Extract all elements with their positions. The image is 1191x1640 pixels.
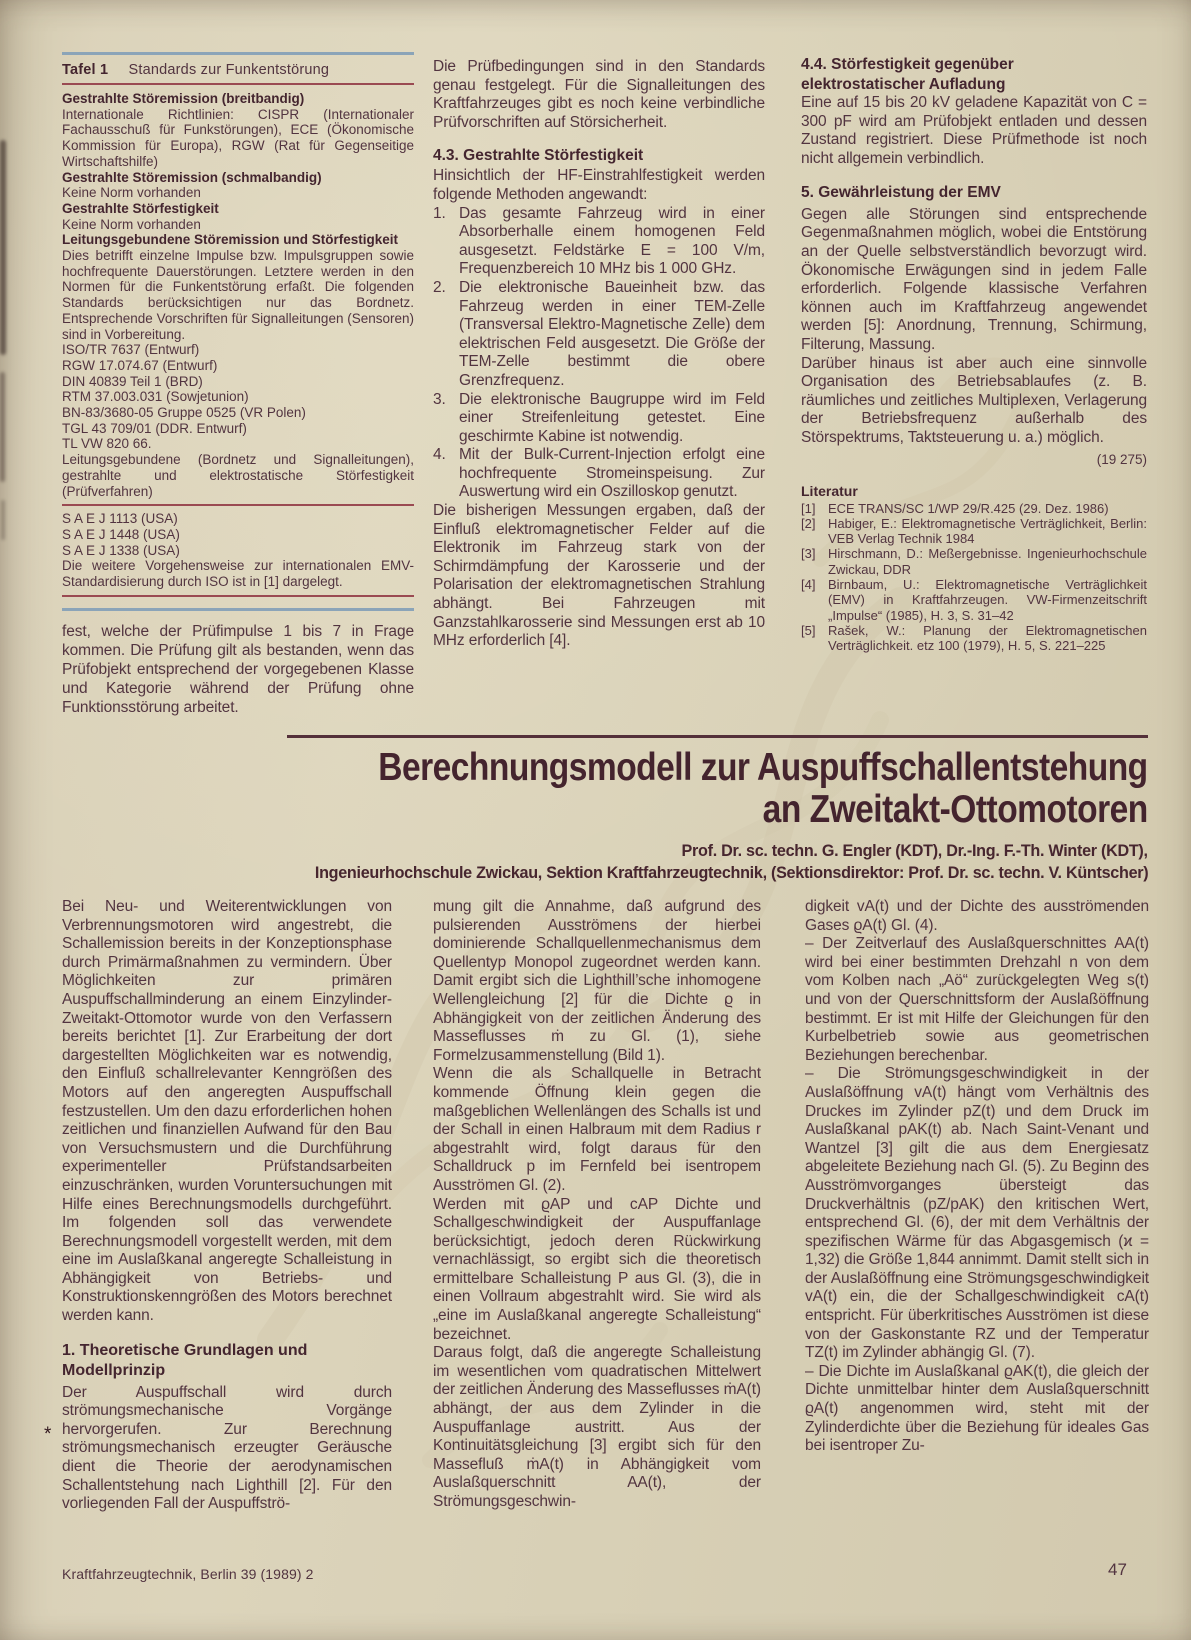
section-heading-1-line2: Modellprinzip bbox=[62, 1361, 166, 1379]
paragraph: – Der Zeitverlauf des Auslaßquerschnittes AA(t) wird bei einer bestimmten Drehzahl n von dem vom Kolben nach „Aö“ zurückgelegten Weg s(t) und von der Querschnittsform der Auslaßöffnung bestimmt. Er ist mit Hilfe der Gleichungen für den Kurbelbetrieb sowie aus geometrischen Beziehungen berechenbar. bbox=[805, 935, 1149, 1064]
margin-asterisk: * bbox=[44, 1424, 52, 1445]
reference-text: ECE TRANS/SC 1/WP 29/R.425 (29. Dez. 1986) bbox=[828, 500, 1109, 516]
paragraph: mung gilt die Annahme, daß aufgrund des pulsierenden Ausströmens der hierbei dominierende Schallquellenmechanismus dem Quellentyp Monopol zugeordnet werden kann. Damit ergibt sich die Lighthill’sche inhomogene Wellengleichung [2] für die Dichte ϱ in Abhängigkeit von der zeitlichen Änderung des Masseflusses ṁ zu Gl. (1), siehe Formelzusammenstellung (Bild 1). bbox=[433, 898, 761, 1064]
table-row: ISO/TR 7637 (Entwurf) bbox=[62, 342, 200, 358]
left-column-paragraph: fest, welche der Prüfimpulse 1 bis 7 in Frage kommen. Die Prüfung gilt als bestanden, wenn das Prüfobjekt entsprechend der vorgegebenen Klasse und Kategorie während der Prüfung ohne Funktionsstörung arbeitet. bbox=[62, 622, 414, 716]
table-row: Gestrahlte Störfestigkeit bbox=[62, 200, 219, 216]
table-row: Leitungsgebundene Störemission und Störfestigkeit bbox=[62, 232, 399, 248]
paragraph: Daraus folgt, daß die angeregte Schalleistung im wesentlichen vom quadratischen Mittelwert der zeitlichen Änderung des Masseflusses ṁA(t) abhängt, der aus dem Zylinder in die Auspuffanlage austritt. Aus der Kontinuitätsgleichung [3] ergibt sich für den Massefluß ṁA(t) in Abhängigkeit vom Auslaßquerschnitt AA(t), der Strömungsgeschwin- bbox=[433, 1344, 761, 1510]
table-caption bbox=[62, 55, 414, 83]
sae-rows bbox=[62, 511, 414, 558]
list-item-text: Mit der Bulk-Current-Injection erfolgt eine hochfrequente Stromeinspeisung. Zur Auswertung wird ein Oszilloskop genutzt. bbox=[459, 446, 765, 501]
section-heading-5: 5. Gewährleistung der EMV bbox=[801, 184, 1001, 202]
table-note: Die weitere Vorgehensweise zur internationalen EMV-Standardisierung durch ISO ist in [1] dargelegt. bbox=[62, 558, 414, 590]
table-row: TL VW 820 66. bbox=[62, 436, 152, 452]
paragraph: – Die Dichte im Auslaßkanal ϱAK(t), die gleich der Dichte unmittelbar hinter dem Auslaßquerschnitt ϱA(t) angenommen wird, steht mit der Zylinderdichte über die Beziehung für ideales Gas bei isentroper Zu- bbox=[805, 1362, 1149, 1455]
reference-text: Habiger, E.: Elektromagnetische Verträglichkeit, Berlin: VEB Verlag Technik 1984 bbox=[828, 515, 1147, 547]
tafel-1-table bbox=[62, 52, 414, 732]
table-caption-text: Standards zur Funkentstörung bbox=[128, 62, 330, 78]
paragraph: Gegen alle Störungen sind entsprechende Gegenmaßnahmen möglich, wobei die Entstörung an der Quelle selbstverständlich bevorzugt wird. Ökonomische Erwägungen sind in jedem Falle erforderlich. Folgende klassische Verfahren können auch im Kraftfahrzeug angewendet werden [5]: Anordnung, Trennung, Schirmung, Filterung, Massung. bbox=[801, 205, 1147, 354]
gap bbox=[62, 597, 414, 608]
scan-edge-mark bbox=[0, 140, 6, 355]
scan-edge-mark bbox=[0, 372, 5, 482]
reference-number: [4] bbox=[801, 577, 816, 593]
numbered-method-list bbox=[433, 205, 765, 503]
reference-number: [3] bbox=[801, 546, 816, 562]
list-item-number: 4. bbox=[433, 446, 446, 464]
reference-number: [1] bbox=[801, 500, 816, 516]
section-heading-4-4: 4.4. Störfestigkeit gegenüber bbox=[801, 56, 1014, 73]
emv-right-column bbox=[801, 55, 1147, 654]
list-item-number: 3. bbox=[433, 390, 446, 408]
paragraph: Darüber hinaus ist aber auch eine sinnvolle Organisation des Betriebsablaufes (z. B. räumliches und zeitliches Multiplexen, Verlagerung der Betriebsfrequenz außerhalb des Störspektrums, Taktsteuerung u. a.) möglich. bbox=[801, 354, 1147, 446]
article-title-line1: Berechnungsmodell zur Auspuffschallentstehung bbox=[378, 746, 1148, 789]
table-row: Dies betrifft einzelne Impulse bzw. Impulsgruppen sowie hochfrequente Dauerstörungen. Letztere werden in den Normen für die Funkentstörung erfaßt. Die folgenden Standards berücksichtigen nur das Bordnetz. Entsprechende Vorschriften für Signalleitungen (Sensoren) sind in Vorbereitung. bbox=[62, 248, 414, 342]
paragraph: Bei Neu- und Weiterentwicklungen von Verbrennungsmotoren wird angestrebt, die Schallemission bereits in der Konzeptionsphase durch Primärmaßnahmen zu vermindern. Über Möglichkeiten zur primären Auspuffschallminderung an einem Einzylinder-Zweitakt-Ottomotor wurde von den Verfassern bereits berichtet [1]. Zur Erarbeitung der dort dargestellten Möglichkeiten war es notwendig, den Einfluß schallrelevanter Kenngrößen des Motors auf den angeregten Auspuffschall festzustellen. Um den dazu erforderlichen hohen zeitlichen und finanziellen Aufwand für den Bau von Versuchsmustern und die Durchführung experimenteller Prüfstandsarbeiten einzuschränken, wurden Voruntersuchungen mit Hilfe eines Berechnungsmodells durchgeführt. Im folgenden soll das verwendete Berechnungsmodell vorgestellt werden, mit dem eine im Auslaßkanal angeregte Schalleistung in Abhängigkeit von Betriebs- und Konstruktionskenngrößen des Motors berechnet werden kann. bbox=[62, 898, 392, 1325]
list-item-text: Das gesamte Fahrzeug wird in einer Absorberhalle einem homogenen Feld ausgesetzt. Feldstärke E = 100 V/m, Frequenzbereich 10 MHz bis 1 000 GHz. bbox=[459, 204, 765, 278]
article-divider-rule bbox=[287, 735, 1148, 738]
paragraph: Der Auspuffschall wird durch strömungsmechanische Vorgänge hervorgerufen. Zur Berechnung strömungsmechanisch erzeugter Geräusche dient die Theorie der aerodynamischen Schallentstehung nach Lighthill [2]. Für den vorliegenden Fall der Auspuffströ- bbox=[62, 1383, 392, 1513]
article-column-3 bbox=[805, 898, 1149, 1456]
list-item bbox=[433, 205, 765, 279]
list-item bbox=[433, 279, 765, 391]
journal-footer: Kraftfahrzeugtechnik, Berlin 39 (1989) 2 bbox=[62, 1566, 314, 1582]
list-item-text: Die elektronische Baueinheit bzw. das Fahrzeug werden in einer TEM-Zelle (Transversal Elektro-Magnetische Zelle) dem elektrischen Feld ausgesetzt. Die Größe der TEM-Zelle bestimmt die obere Grenzfrequenz. bbox=[459, 278, 765, 389]
table-row: TGL 43 709/01 (DDR. Entwurf) bbox=[62, 420, 247, 436]
article-id-number: (19 275) bbox=[1096, 451, 1147, 467]
authors-line2: Ingenieurhochschule Zwickau, Sektion Kraftfahrzeugtechnik, (Sektionsdirektor: Prof. Dr. sc. techn. V. Küntscher) bbox=[314, 862, 1148, 882]
paragraph: digkeit vA(t) und der Dichte des ausströmenden Gases ϱA(t) Gl. (4). bbox=[805, 898, 1149, 934]
list-item bbox=[433, 391, 765, 447]
reference-number: [2] bbox=[801, 515, 816, 531]
list-item-number: 1. bbox=[433, 204, 446, 222]
table-closing-rule bbox=[62, 608, 414, 611]
table-row: Gestrahlte Störemission (breitbandig) bbox=[62, 91, 305, 106]
section-heading-1: 1. Theoretische Grundlagen und bbox=[62, 1341, 308, 1359]
literature-heading: Literatur bbox=[801, 482, 858, 499]
article-authors bbox=[40, 840, 1148, 883]
page-number: 47 bbox=[1108, 1560, 1127, 1579]
table-row: Gestrahlte Störemission (schmalbandig) bbox=[62, 169, 322, 185]
table-sae-block bbox=[62, 506, 414, 595]
article-column-2 bbox=[433, 898, 761, 1512]
reference-item bbox=[801, 623, 1147, 654]
table-row-sae: S A E J 1448 (USA) bbox=[62, 526, 180, 542]
table-row: Internationale Richtlinien: CISPR (Internationaler Fachausschuß für Funkstörungen), ECE (Ökonomische Kommission für Europa), RGW (Rat für Gegenseitige Wirtschaftshilfe) bbox=[62, 106, 414, 169]
emv-middle-column bbox=[433, 58, 765, 651]
paragraph: Werden mit ϱAP und cAP Dichte und Schallgeschwindigkeit der Auspuffanlage berücksichtigt, jedoch deren Rückwirkung vernachlässigt, so ergibt sich die theoretisch ermittelbare Schalleistung P aus Gl. (3), die in einen Vollraum abgestrahlt wird. Sie wird als „eine im Auslaßkanal angeregte Schalleistung“ bezeichnet. bbox=[433, 1195, 761, 1343]
table-row: RGW 17.074.67 (Entwurf) bbox=[62, 357, 218, 373]
list-item-number: 2. bbox=[433, 278, 446, 296]
paragraph: – Die Strömungsgeschwindigkeit in der Auslaßöffnung vA(t) hängt vom Verhältnis des Druckes im Zylinder pZ(t) und dem Druck im Auslaßkanal pAK(t) ab. Nach Saint-Venant und Wantzel [3] gilt die aus dem Energiesatz abgeleitete Beziehung nach Gl. (5). Zu Beginn des Ausströmvorganges übersteigt das Druckverhältnis (pZ/pAK) den kritischen Wert, entsprechend Gl. (6), der mit dem Verhältnis der spezifischen Wärme für das Abgasgemisch (ϰ = 1,32) die Größe 1,844 annimmt. Damit stellt sich in der Auslaßöffnung eine Strömungsgeschwindigkeit vA(t) ein, die der Schallgeschwindigkeit cA(t) entspricht. Für überkritisches Ausströmen ist diese von der Gaskonstante RZ und der Temperatur TZ(t) im Zylinder abhängig Gl. (7). bbox=[805, 1065, 1149, 1362]
section-heading-4-4-line2: elektrostatischer Aufladung bbox=[801, 75, 1006, 93]
table-row: DIN 40839 Teil 1 (BRD) bbox=[62, 373, 203, 389]
reference-item bbox=[801, 546, 1147, 577]
paragraph: Hinsichtlich der HF-Einstrahlfestigkeit werden folgende Methoden angewandt: bbox=[433, 167, 765, 203]
paragraph: Die Prüfbedingungen sind in den Standards genau festgelegt. Für die Signalleitungen des Kraftfahrzeuges gibt es noch keine verbindliche Prüfvorschriften auf Störsicherheit. bbox=[433, 58, 765, 131]
article-column-1 bbox=[62, 898, 392, 1514]
list-item-text: Die elektronische Baugruppe wird im Feld einer Streifenleitung getestet. Eine geschirmte Kabine ist notwendig. bbox=[459, 390, 765, 445]
reference-item bbox=[801, 516, 1147, 547]
table-row: Keine Norm vorhanden bbox=[62, 216, 201, 232]
table-row: Keine Norm vorhanden bbox=[62, 185, 201, 201]
table-body bbox=[62, 85, 414, 504]
paragraph: Wenn die als Schallquelle in Betracht kommende Öffnung klein gegen die maßgeblichen Wellenlängen des Schalls ist und der Schall in einen Halbraum mit dem Radius r abgestrahlt wird, folgt daraus für den Schalldruck p im Fernfeld bei isentropem Ausströmen Gl. (2). bbox=[433, 1065, 761, 1194]
reference-item bbox=[801, 501, 1147, 516]
authors-line1: Prof. Dr. sc. techn. G. Engler (KDT), Dr.-Ing. F.-Th. Winter (KDT), bbox=[681, 841, 1148, 860]
reference-number: [5] bbox=[801, 622, 816, 638]
table-row-sae: S A E J 1113 (USA) bbox=[62, 511, 178, 527]
paragraph: Die bisherigen Messungen ergaben, daß der Einfluß elektromagnetischer Felder auf die Elektronik im Fahrzeug stark von der Schirmdämpfung der Karosserie und der Polarisation der elektromagnetischen Strahlung abhängt. Bei Fahrzeugen mit Ganzstahlkarosserie sind Messungen erst ab 10 MHz erforderlich [4]. bbox=[433, 502, 765, 650]
article-title-line2: an Zweitakt-Ottomotoren bbox=[762, 788, 1148, 831]
article-title bbox=[120, 747, 1148, 831]
reference-list bbox=[801, 501, 1147, 654]
table-row: Leitungsgebundene (Bordnetz und Signalleitungen), gestrahlte und elektrostatische Störfestigkeit (Prüfverfahren) bbox=[62, 452, 414, 499]
list-item bbox=[433, 446, 765, 502]
section-heading-4-3: 4.3. Gestrahlte Störfestigkeit bbox=[433, 147, 644, 165]
reference-text: Rašek, W.: Planung der Elektromagnetischen Verträglichkeit. etz 100 (1979), H. 5, S. 221–225 bbox=[828, 622, 1147, 654]
table-row-sae: S A E J 1338 (USA) bbox=[62, 542, 180, 558]
scan-edge-mark bbox=[1, 500, 5, 540]
reference-item bbox=[801, 577, 1147, 623]
reference-text: Birnbaum, U.: Elektromagnetische Verträglichkeit (EMV) in Kraftfahrzeugen. VW-Firmenzeitschrift „Impulse“ (1985), H. 3, S. 31–42 bbox=[828, 577, 1147, 623]
table-row: RTM 37.003.031 (Sowjetunion) bbox=[62, 389, 249, 405]
reference-text: Hirschmann, D.: Meßergebnisse. Ingenieurhochschule Zwickau, DDR bbox=[828, 546, 1147, 577]
table-row: BN-83/3680-05 Gruppe 0525 (VR Polen) bbox=[62, 405, 306, 421]
paragraph: Eine auf 15 bis 20 kV geladene Kapazität von C = 300 pF wird am Prüfobjekt entladen und dessen Zustand registriert. Diese Prüfmethode ist noch nicht allgemein verbindlich. bbox=[801, 94, 1147, 167]
table-label: Tafel 1 bbox=[62, 62, 109, 78]
